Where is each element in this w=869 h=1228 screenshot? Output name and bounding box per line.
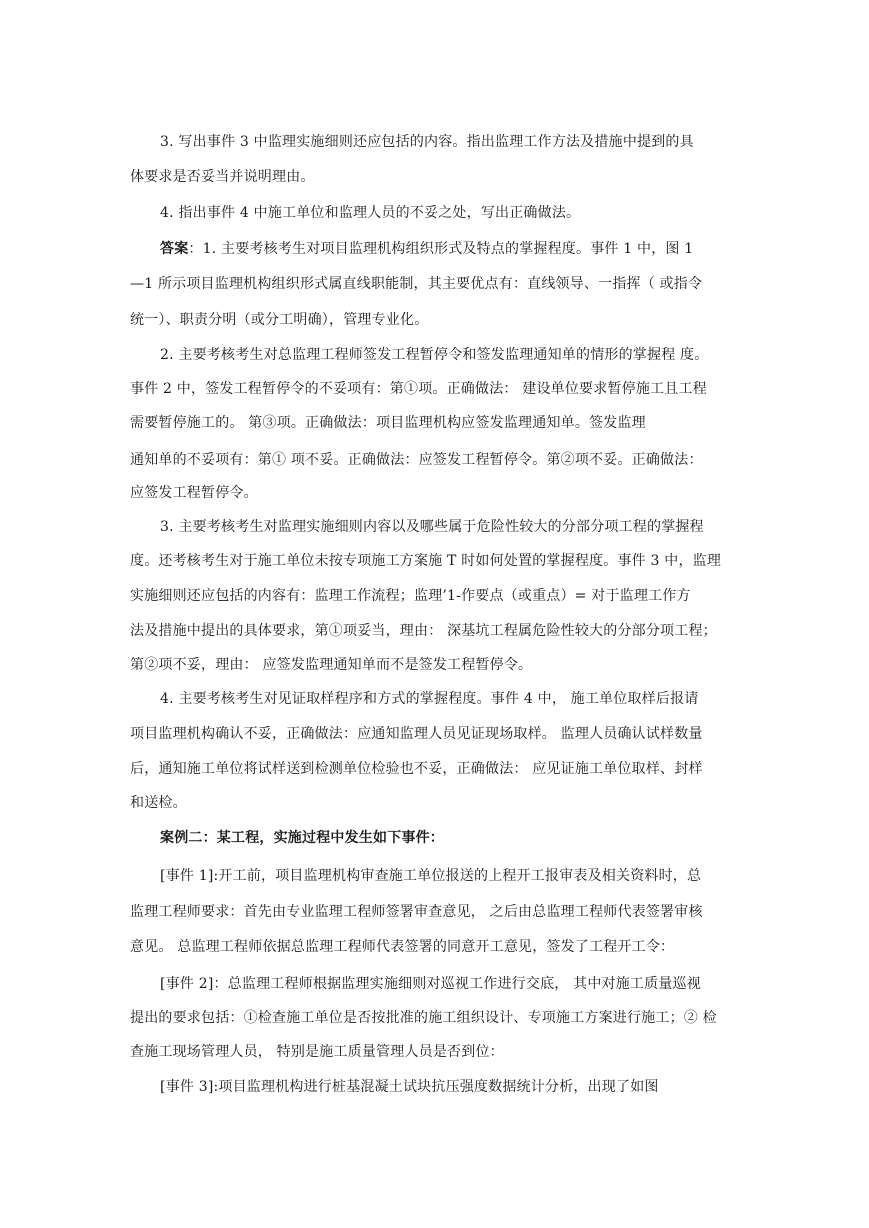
- answer-text: ：1. 主要考核考生对项目监理机构组织形式及特点的掌握程度。事件 1 中，图 1: [188, 241, 694, 257]
- paragraph-line: 监理工程师要求：首先由专业监理工程师签署审查意见， 之后由总监理工程师代表签署审核: [130, 904, 703, 920]
- paragraph-line: 和送检。: [130, 795, 187, 811]
- paragraph-line: 第②项不妥，理由： 应签发监理通知单而不是签发工程暂停令。: [130, 657, 533, 673]
- paragraph-line: [事件 1]:开工前，项目监理机构审查施工单位报送的上程开工报审表及相关资料时，总: [160, 868, 702, 884]
- paragraph-line: 通知单的不妥项有：第① 项不妥。正确做法：应签发工程暂停令。第②项不妥。正确做法：: [130, 452, 703, 468]
- paragraph-line: 实施细则还应包括的内容有：监理工作流程；监理’1-作要点（或重点）= 对于监理工作方: [130, 588, 691, 604]
- paragraph-line: 应签发工程暂停令。: [130, 485, 258, 501]
- paragraph-line: 3. 主要考核考生对监理实施细则内容以及哪些属于危险性较大的分部分项工程的掌握程: [160, 519, 704, 535]
- answer-label: 答案: [160, 241, 189, 257]
- paragraph-line: 事件 2 中，签发工程暂停令的不妥项有：第①项。正确做法： 建设单位要求暂停施工且工程: [130, 381, 707, 397]
- paragraph-line: 3. 写出事件 3 中监理实施细则还应包括的内容。指出监理工作方法及措施中提到的具: [160, 134, 694, 150]
- case-heading: 案例二：某工程，实施过程中发生如下事件：: [160, 830, 444, 846]
- paragraph-line: 2. 主要考核考生对总监理工程师签发工程暂停令和签发监理通知单的情形的掌握程 度。: [160, 347, 709, 363]
- paragraph-line: 度。还考核考生对于施工单位未按专项施工方案施 T 时如何处置的掌握程度。事件 3 中，监理: [130, 553, 722, 569]
- paragraph-line: 意见。 总监理工程师依据总监理工程师代表签署的同意开工意见，签发了工程开工令：: [130, 939, 675, 955]
- paragraph-line: 需要暂停施工的。 第③项。正确做法：项目监理机构应签发监理通知单。签发监理: [130, 415, 646, 431]
- paragraph-line: 后，通知施工单位将试样送到检测单位检验也不妥，正确做法： 应见证施工单位取样、封样: [130, 761, 703, 777]
- paragraph-line: 法及措施中提出的具体要求，第①项妥当，理由： 深基坑工程属危险性较大的分部分项工程；: [130, 623, 717, 639]
- paragraph-line: 项目监理机构确认不妥，正确做法：应通知监理人员见证现场取样。 监理人员确认试样数量: [130, 726, 703, 742]
- paragraph-line: —1 所示项目监理机构组织形式属直线职能制，其主要优点有：直线领导、一指挥（ 或指令: [130, 276, 703, 292]
- paragraph-line: [事件 3]:项目监理机构进行桩基混凝土试块抗压强度数据统计分析，出现了如图: [160, 1079, 659, 1095]
- answer-line: [160, 239, 693, 259]
- paragraph-line: [事件 2]：总监理工程师根据监理实施细则对巡视工作进行交底， 其中对施工质量巡视: [160, 976, 701, 992]
- paragraph-line: 4. 指出事件 4 中施工单位和监理人员的不妥之处，写出正确做法。: [160, 205, 581, 221]
- paragraph-line: 体要求是否妥当并说明理由。: [130, 169, 315, 185]
- paragraph-line: 查施工现场管理人员， 特别是施工质量管理人员是否到位：: [130, 1044, 504, 1060]
- paragraph-line: 提出的要求包括：①检查施工单位是否按批准的施工组织设计、专项施工方案进行施工；② 检: [130, 1010, 717, 1026]
- paragraph-line: 统一）、职责分明（或分工明确），管理专业化。: [130, 312, 429, 328]
- paragraph-line: 4. 主要考核考生对见证取样程序和方式的掌握程度。事件 4 中， 施工单位取样后报请: [160, 691, 699, 707]
